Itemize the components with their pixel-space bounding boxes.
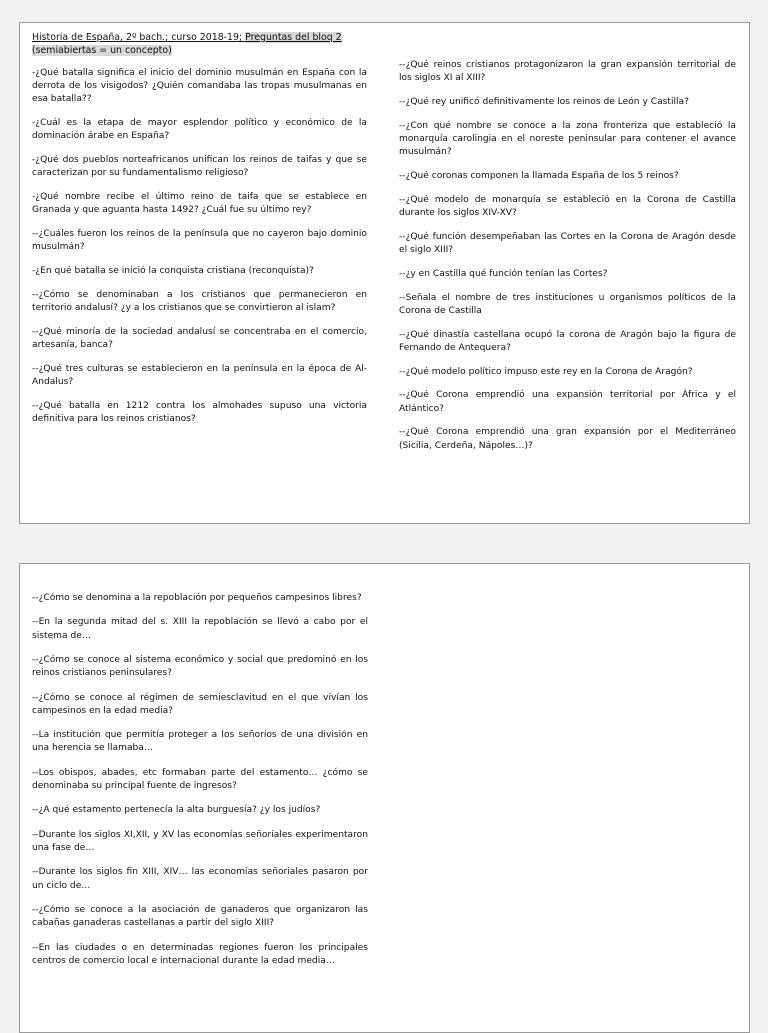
question: --¿Cómo se conoce al régimen de semiesclavitud en el que vivían los campesinos en la edad media?	[32, 692, 368, 716]
title-subtitle: (semiabiertas = un concepto)	[32, 44, 172, 56]
question: -¿En qué batalla se inició la conquista cristiana (reconquista)?	[32, 266, 314, 277]
question: --Durante los siglos XI,XII, y XV las economías señoriales experimentaron una fase de…	[32, 829, 368, 853]
question: --¿Qué función desempeñaban las Cortes en la Corona de Aragón desde el siglo XIII?	[399, 231, 736, 255]
question: --¿Cómo se conoce a la asociación de ganaderos que organizaron las cabañas ganaderas castellanas a partir del siglo XIII?	[32, 904, 368, 929]
question: --¿Qué modelo político impuso este rey en la Corona de Aragón?	[399, 366, 693, 377]
left-column	[32, 592, 368, 979]
question: --¿Qué tres culturas se establecieron en la península en la época de Al-Andalus?	[32, 364, 367, 388]
question: --¿Cómo se denomina a la repoblación por pequeños campesinos libres?	[32, 593, 362, 603]
document-page-1	[19, 22, 750, 524]
question: --¿Qué rey unificó definitivamente los reinos de León y Castilla?	[399, 97, 689, 107]
document-page-2	[19, 563, 750, 1033]
left-column	[32, 32, 367, 437]
question: --La institución que permitía proteger a los señoríos de una división en una herencia se llamaba…	[32, 730, 368, 754]
question: --¿Qué coronas componen la llamada España de los 5 reinos?	[399, 171, 679, 181]
question: --¿y en Castilla qué función tenían las Cortes?	[399, 268, 608, 279]
question: --Durante los siglos fin XIII, XIV… las economías señoriales pasaron por un ciclo de…	[32, 867, 368, 891]
question: --¿Cómo se denominaban a los cristianos que permanecieron en territorio andalusí? ¿y a los cristianos que se convirtieron al islam?	[32, 290, 367, 314]
question: --¿Qué minoría de la sociedad andalusí se concentraba en el comercio, artesanía, banca?	[32, 327, 367, 351]
question: --¿Qué Corona emprendió una expansión territorial por África y el Atlántico?	[399, 390, 736, 414]
question: --¿Qué Corona emprendió una gran expansión por el Mediterráneo (Sicilia, Cerdeña, Nápoles…)?	[399, 427, 736, 451]
title-block: Preguntas del bloq 2	[245, 32, 342, 43]
question: --Señala el nombre de tres instituciones u organismos políticos de la Corona de Castilla	[399, 292, 736, 316]
question: --¿Qué batalla en 1212 contra los almohades supuso una victoria definitiva para los reinos cristianos?	[32, 401, 367, 425]
question: --¿Cuáles fueron los reinos de la península que no cayeron bajo dominio musulmán?	[32, 229, 367, 253]
document-title	[32, 32, 367, 57]
question: --Los obispos, abades, etc formaban parte del estamento… ¿cómo se denominaba su principal fuente de ingresos?	[32, 767, 368, 791]
question: --¿Cómo se conoce al sistema económico y social que predominó en los reinos cristianos peninsulares?	[32, 654, 368, 679]
question: --En las ciudades o en determinadas regiones fueron los principales centros de comercio local e internacional durante la edad media…	[32, 942, 368, 966]
question: -¿Qué dos pueblos norteafricanos unifican los reinos de taifas y que se caracterizan por su fundamentalismo religioso?	[32, 155, 367, 179]
question: --¿Con qué nombre se conoce a la zona fronteriza que estableció la monarquía carolingia en el noreste peninsular para contener el avance musulmán?	[399, 120, 736, 158]
question: -¿Cuál es la etapa de mayor esplendor político y económico de la dominación árabe en España?	[32, 118, 367, 142]
question: -¿Qué batalla significa el inicio del dominio musulmán en España con la derrota de los visigodos? ¿Quién comandaba las tropas musulmanas en esa batalla??	[32, 68, 367, 105]
right-column	[399, 59, 736, 463]
question: -¿Qué nombre recibe el último reino de taifa que se establece en Granada y que aguanta hasta 1492? ¿Cuál fue su último rey?	[32, 192, 367, 216]
question: --¿Qué modelo de monarquía se estableció en la Corona de Castilla durante los siglos XIV-XV?	[399, 194, 736, 218]
question: --¿Qué reinos cristianos protagonizaron la gran expansión territorial de los siglos XI al XIII?	[399, 60, 736, 84]
question: --¿A qué estamento pertenecía la alta burguesía? ¿y los judíos?	[32, 805, 321, 816]
question: --¿Qué dinastía castellana ocupó la corona de Aragón bajo la figura de Fernando de Antequera?	[399, 329, 736, 353]
title-course: Historia de España, 2º bach.; curso 2018-19;	[32, 32, 246, 43]
question: --En la segunda mitad del s. XIII la repoblación se llevó a cabo por el sistema de…	[32, 617, 368, 641]
